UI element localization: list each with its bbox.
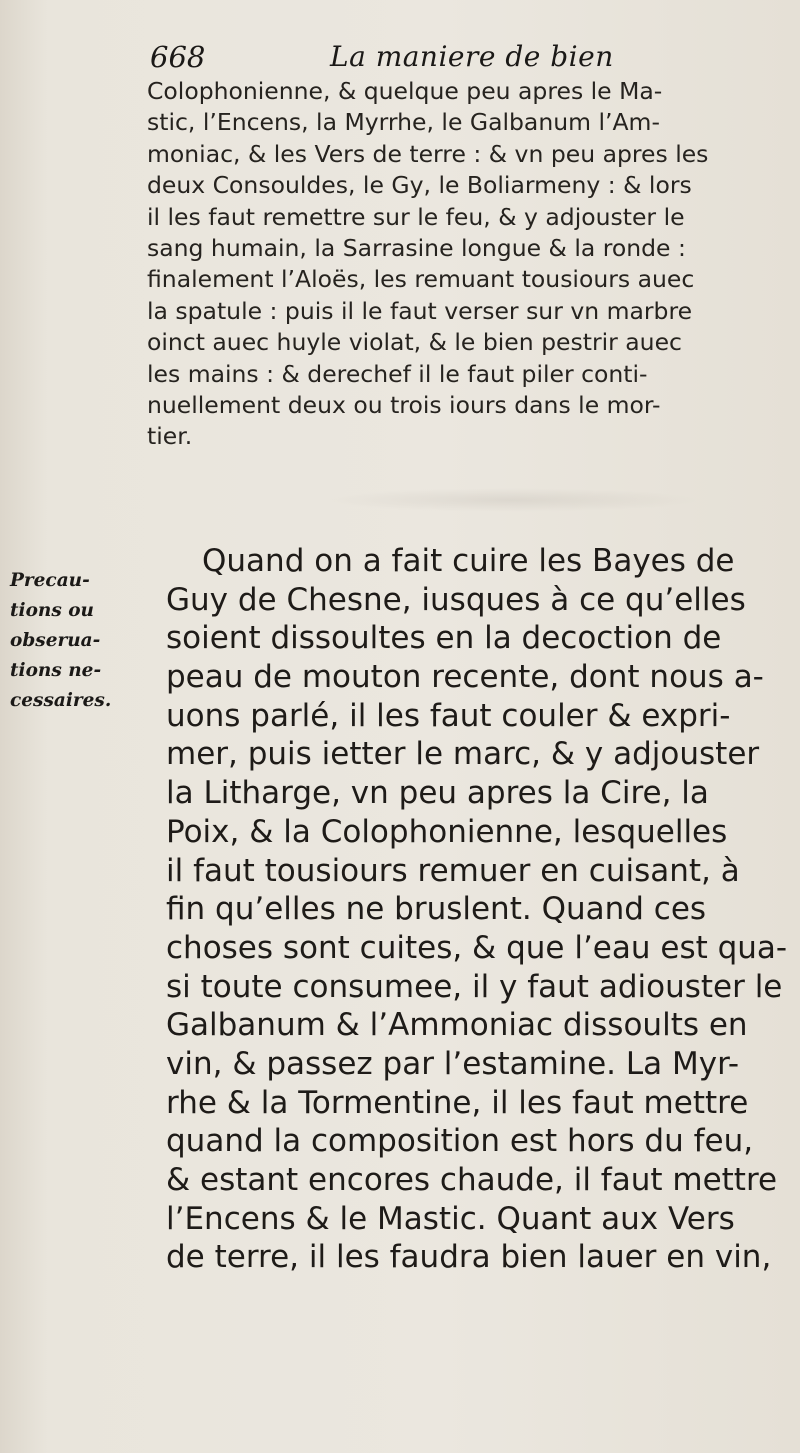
text-line: Guy de Chesne, iusques à ce qu’elles bbox=[166, 581, 746, 618]
text-line: moniac, & les Vers de terre : & vn peu apres les bbox=[147, 139, 709, 168]
text-line: l’Encens & le Mastic. Quant aux Vers bbox=[166, 1200, 735, 1237]
text-line: les mains : & derechef il le faut piler conti- bbox=[147, 359, 648, 388]
text-line: vin, & passez par l’estamine. La Myr- bbox=[166, 1045, 740, 1082]
text-line: finalement l’Aloës, les remuant tousiours auec bbox=[147, 265, 695, 294]
text-line: soient dissoultes en la decoction de bbox=[166, 620, 722, 657]
text-line: si toute consumee, il y faut adiouster le bbox=[166, 968, 783, 1005]
text-line: nuellement deux ou trois iours dans le mor- bbox=[147, 390, 661, 419]
text-line: & estant encores chaude, il faut mettre bbox=[166, 1162, 778, 1198]
text-line: de terre, il les faudra bien lauer en vin, bbox=[166, 1239, 772, 1276]
show-through-shadow bbox=[320, 488, 700, 512]
text-line: la spatule : puis il le faut verser sur vn marbre bbox=[147, 296, 693, 325]
margin-note-line: tions ou bbox=[10, 600, 95, 621]
margin-note-line: cessaires. bbox=[10, 690, 112, 711]
main-paragraph bbox=[166, 542, 786, 1277]
continued-paragraph bbox=[147, 76, 779, 453]
text-line: Galbanum & l’Ammoniac dissoults en bbox=[166, 1007, 748, 1044]
text-line: la Litharge, vn peu apres la Cire, la bbox=[166, 775, 709, 812]
text-line: peau de mouton recente, dont nous a- bbox=[166, 659, 764, 696]
text-line: Quand on a fait cuire les Bayes de bbox=[202, 543, 735, 579]
text-line: oinct auec huyle violat, & le bien pestrir auec bbox=[147, 328, 682, 357]
text-line: Poix, & la Colophonienne, lesquelles bbox=[166, 813, 728, 850]
text-line: rhe & la Tormentine, il les faut mettre bbox=[166, 1084, 749, 1121]
page-header bbox=[150, 40, 710, 80]
text-line: tier. bbox=[147, 422, 193, 451]
margin-note-line: tions ne- bbox=[10, 660, 102, 681]
text-line: choses sont cuites, & que l’eau est qua- bbox=[166, 929, 788, 966]
text-line: sang humain, la Sarrasine longue & la ronde : bbox=[147, 233, 686, 262]
text-line: uons parlé, il les faut couler & expri- bbox=[166, 697, 731, 734]
margin-note bbox=[10, 566, 130, 716]
margin-note-line: obserua- bbox=[10, 630, 101, 651]
text-line: deux Consouldes, le Gy, le Boliarmeny : & lors bbox=[147, 171, 692, 200]
text-line: Colophonienne, & quelque peu apres le Ma- bbox=[147, 77, 663, 105]
text-line: il faut tousiours remuer en cuisant, à bbox=[166, 852, 740, 889]
text-line: mer, puis ietter le marc, & y adjouster bbox=[166, 736, 760, 773]
text-line: il les faut remettre sur le feu, & y adjouster le bbox=[147, 202, 685, 231]
running-title: La maniere de bien bbox=[330, 40, 614, 73]
text-line: stic, l’Encens, la Myrrhe, le Galbanum l’Am- bbox=[147, 108, 660, 137]
text-line: quand la composition est hors du feu, bbox=[166, 1123, 754, 1160]
page-number: 668 bbox=[150, 40, 206, 74]
margin-note-line: Precau- bbox=[10, 570, 90, 591]
text-line: fin qu’elles ne bruslent. Quand ces bbox=[166, 891, 707, 928]
